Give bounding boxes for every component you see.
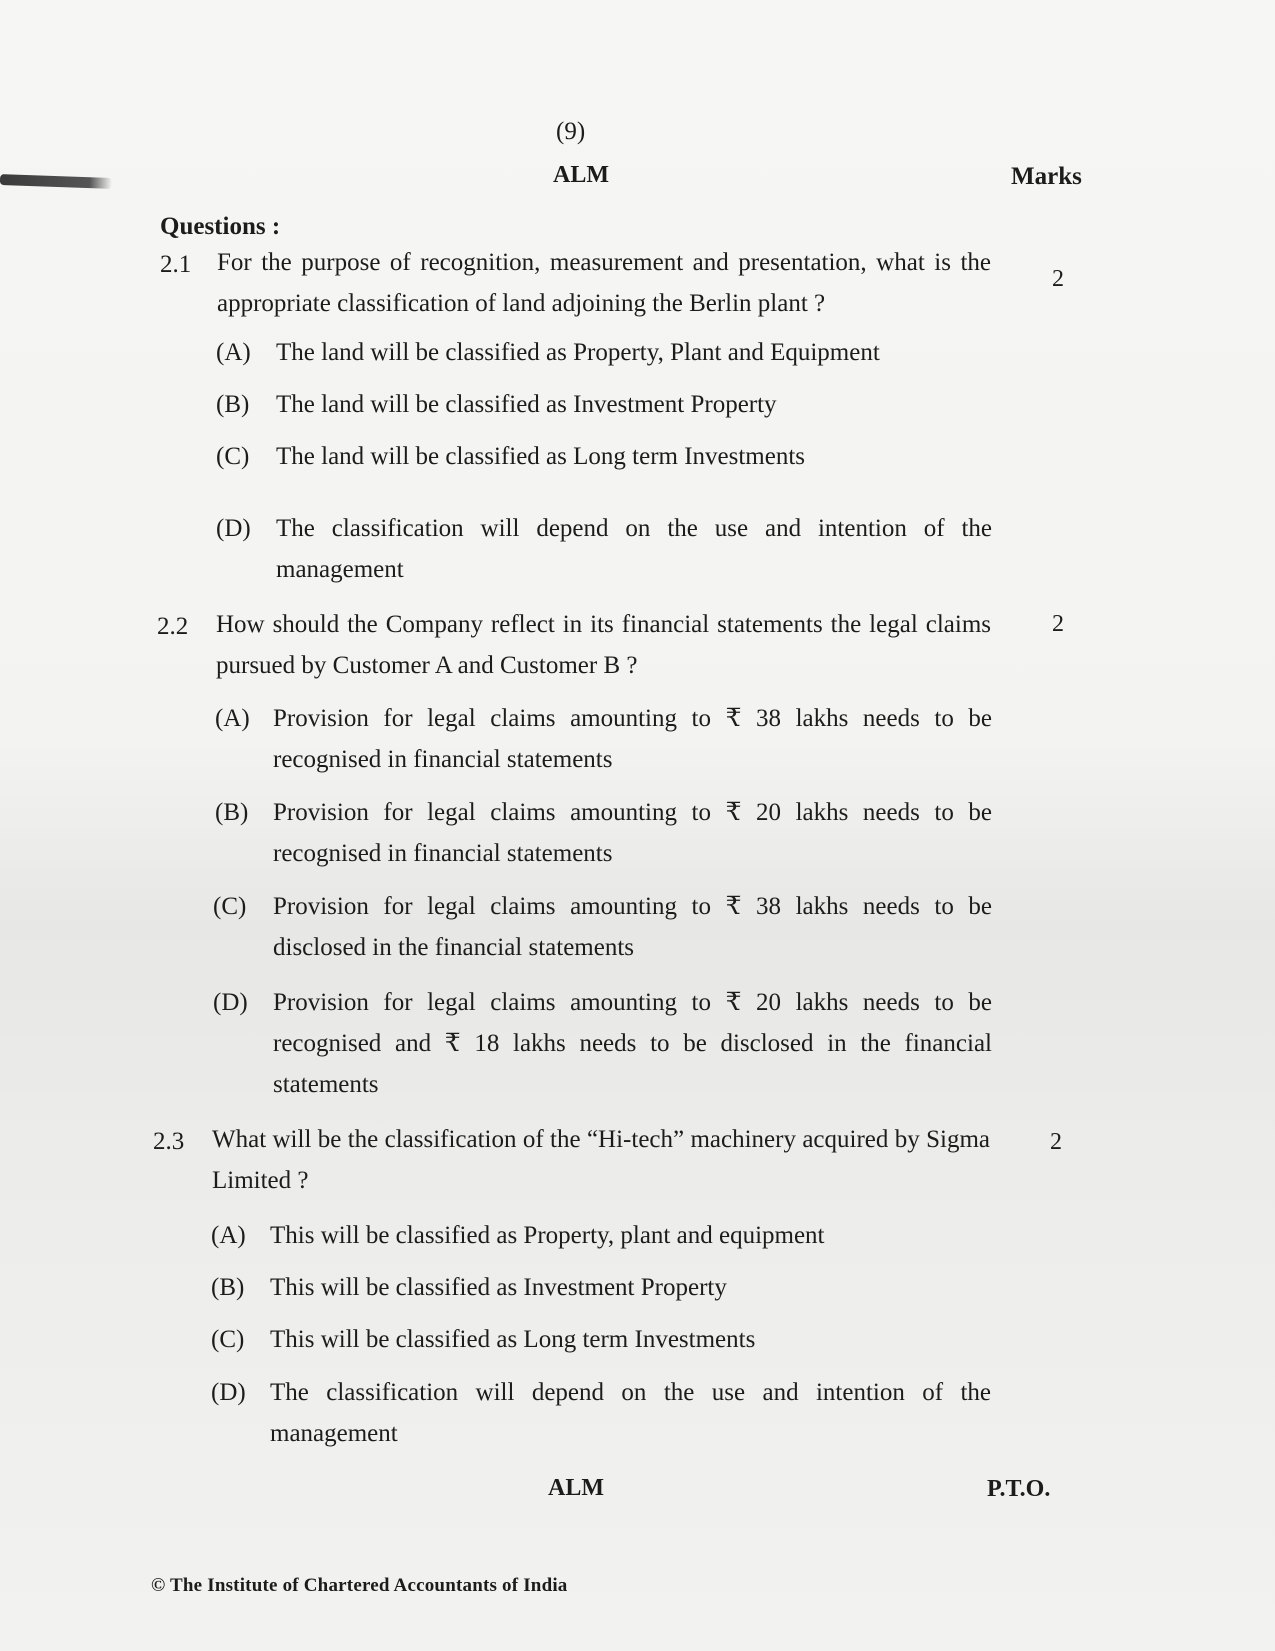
marks-column-heading: Marks <box>1011 163 1082 190</box>
option-label: (C) <box>216 443 250 470</box>
option-label: (B) <box>215 799 249 826</box>
question-number: 2.3 <box>153 1128 185 1155</box>
option-text: The classification will depend on the use and intention of the management <box>276 515 992 583</box>
option-label: (D) <box>213 989 248 1016</box>
option-text: The land will be classified as Investment Property <box>276 391 777 418</box>
page-number: (9) <box>556 118 586 145</box>
copyright-notice: © The Institute of Chartered Accountants of India <box>151 1575 568 1596</box>
option-text: This will be classified as Investment Property <box>270 1274 727 1301</box>
question-marks: 2 <box>1052 266 1064 292</box>
option-label: (B) <box>216 391 250 418</box>
option-label: (C) <box>211 1326 245 1353</box>
questions-heading: Questions : <box>160 213 281 240</box>
option-text: Provision for legal claims amounting to ₹ 20 lakhs needs to be recognised and ₹ 18 lakhs needs to be disclosed in the financial statements <box>273 989 992 1098</box>
question-text: What will be the classification of the “Hi-tech” machinery acquired by Sigma Limited ? <box>212 1126 990 1194</box>
question-number: 2.1 <box>160 251 192 278</box>
option-text: Provision for legal claims amounting to ₹ 20 lakhs needs to be recognised in financial statements <box>273 799 992 867</box>
option-label: (A) <box>215 705 250 732</box>
question-marks: 2 <box>1050 1129 1062 1155</box>
question-text: For the purpose of recognition, measurement and presentation, what is the appropriate classification of land adjoining the Berlin plant ? <box>217 249 991 317</box>
option-label: (B) <box>211 1274 245 1301</box>
option-text: Provision for legal claims amounting to ₹ 38 lakhs needs to be recognised in financial statements <box>273 705 992 773</box>
question-marks: 2 <box>1052 611 1064 637</box>
question-text: How should the Company reflect in its financial statements the legal claims pursued by Customer A and Customer B ? <box>216 611 991 679</box>
header-paper-code: ALM <box>553 162 609 188</box>
option-label: (A) <box>216 339 251 366</box>
question-number: 2.2 <box>157 613 189 640</box>
option-label: (D) <box>216 515 251 542</box>
option-text: This will be classified as Long term Investments <box>270 1326 756 1353</box>
option-label: (D) <box>211 1379 246 1406</box>
please-turn-over: P.T.O. <box>987 1476 1051 1502</box>
option-text: The classification will depend on the use and intention of the management <box>270 1379 991 1447</box>
option-label: (A) <box>211 1222 246 1249</box>
option-text: The land will be classified as Long term Investments <box>276 443 806 470</box>
option-label: (C) <box>213 893 247 920</box>
footer-paper-code: ALM <box>548 1475 604 1501</box>
option-text: Provision for legal claims amounting to ₹ 38 lakhs needs to be disclosed in the financial statements <box>273 893 992 961</box>
option-text: The land will be classified as Property, Plant and Equipment <box>276 339 880 366</box>
option-text: This will be classified as Property, plant and equipment <box>270 1222 825 1249</box>
